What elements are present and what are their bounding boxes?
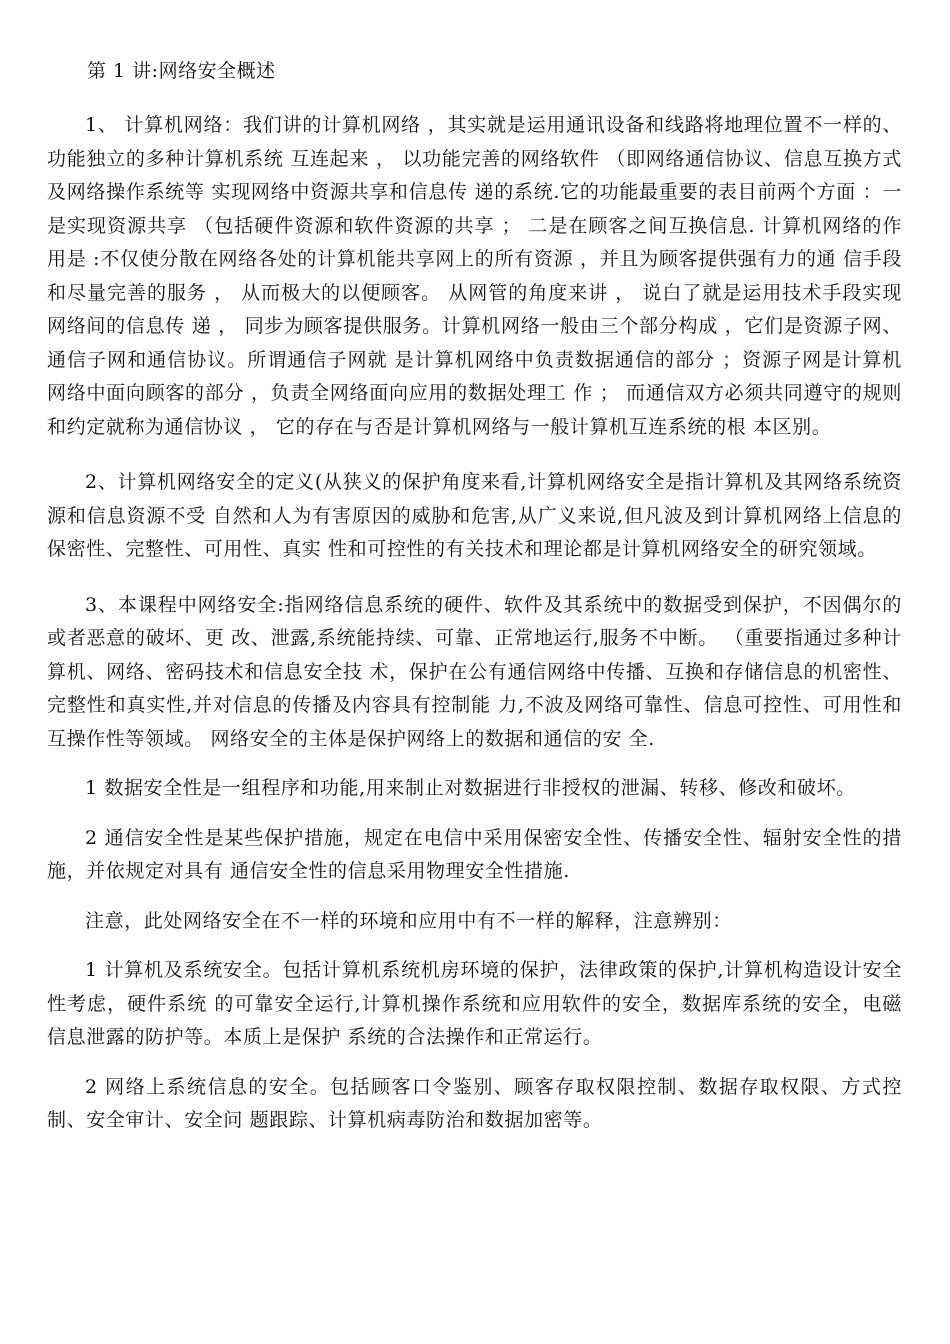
lecture-title: 第 1 讲:网络安全概述: [87, 60, 276, 82]
paragraph-computer-network: 1、 计算机网络：我们讲的计算机网络 ，其实就是运用通讯设备和线路将地理位置不一样的、 功能独立的多种计算机系统 互连起来 ， 以功能完善的网络软件 （即网络通信协议、信息互换方式及网络操作系统等 实现网络中资源共享和信息传 递的系统.它的功能最重要的表目前两个方面 ：一是实现资源共享 （包括硬件资源和软件资源的共享 ； 二是在顾客之间互换信息. 计算机网络的作用是 :不仅使分散在网络各处的计算机能共享网上的所有资源 ，并且为顾客提供强有力的通 信手段和尽量完善的服务 ， 从而极大的以便顾客。 从网管的角度来讲 ， 说白了就是运用技术手段实现网络间的信息传 递 ， 同步为顾客提供服务。计算机网络一般由三个部分构成 ，它们是资源子网、通信子网和通信协议。所谓通信子网就 是计算机网络中负责数据通信的部分 ；资源子网是计算机网络中面向顾客的部分 ，负责全网络面向应用的数据处理工 作 ； 而通信双方必须共同遵守的规则和约定就称为通信协议 ， 它的存在与否是计算机网络与一般计算机互连系统的根 本区别。: [47, 114, 902, 438]
paragraph-information-security: 2 网络上系统信息的安全。包括顾客口令鉴别、顾客存取权限控制、数据存取权限、方式控制、安全审计、安全问 题跟踪、计算机病毒防治和数据加密等。: [47, 1075, 902, 1131]
paragraph-note: 注意，此处网络安全在不一样的环境和应用中有不一样的解释，注意辨别：: [85, 909, 732, 932]
paragraph-system-security: 1 计算机及系统安全。包括计算机系统机房环境的保护，法律政策的保护,计算机构造设计安全性考虑，硬件系统 的可靠安全运行,计算机操作系统和应用软件的安全，数据库系统的安全，电磁信息泄露的防护等。本质上是保护 系统的合法操作和正常运行。: [47, 959, 902, 1048]
paragraph-communication-security: 2 通信安全性是某些保护措施，规定在电信中采用保密安全性、传播安全性、辐射安全性的措施，并依规定对具有 通信安全性的信息采用物理安全性措施.: [47, 826, 902, 882]
paragraph-security-definition: 2、计算机网络安全的定义(从狭义的保护角度来看,计算机网络安全是指计算机及其网络系统资源和信息资源不受 自然和人为有害原因的威胁和危害,从广义来说,但凡波及到计算机网络上信息的保密性、完整性、可用性、真实 性和可控性的有关技术和理论都是计算机网络安全的研究领域。: [47, 471, 902, 560]
paragraph-course-security: 3、本课程中网络安全:指网络信息系统的硬件、软件及其系统中的数据受到保护，不因偶尔的或者恶意的破坏、更 改、泄露,系统能持续、可靠、正常地运行,服务不中断。 （重要指通过多种计算机、网络、密码技术和信息安全技 术，保护在公有通信网络中传播、互换和存储信息的机密性、完整性和真实性,并对信息的传播及内容具有控制能 力,不波及网络可靠性、信息可控性、可用性和互操作性等领域。 网络安全的主体是保护网络上的数据和通信的安 全.: [47, 593, 902, 750]
paragraph-data-security: 1 数据安全性是一组程序和功能,用来制止对数据进行非授权的泄漏、转移、修改和破坏。: [85, 777, 856, 799]
